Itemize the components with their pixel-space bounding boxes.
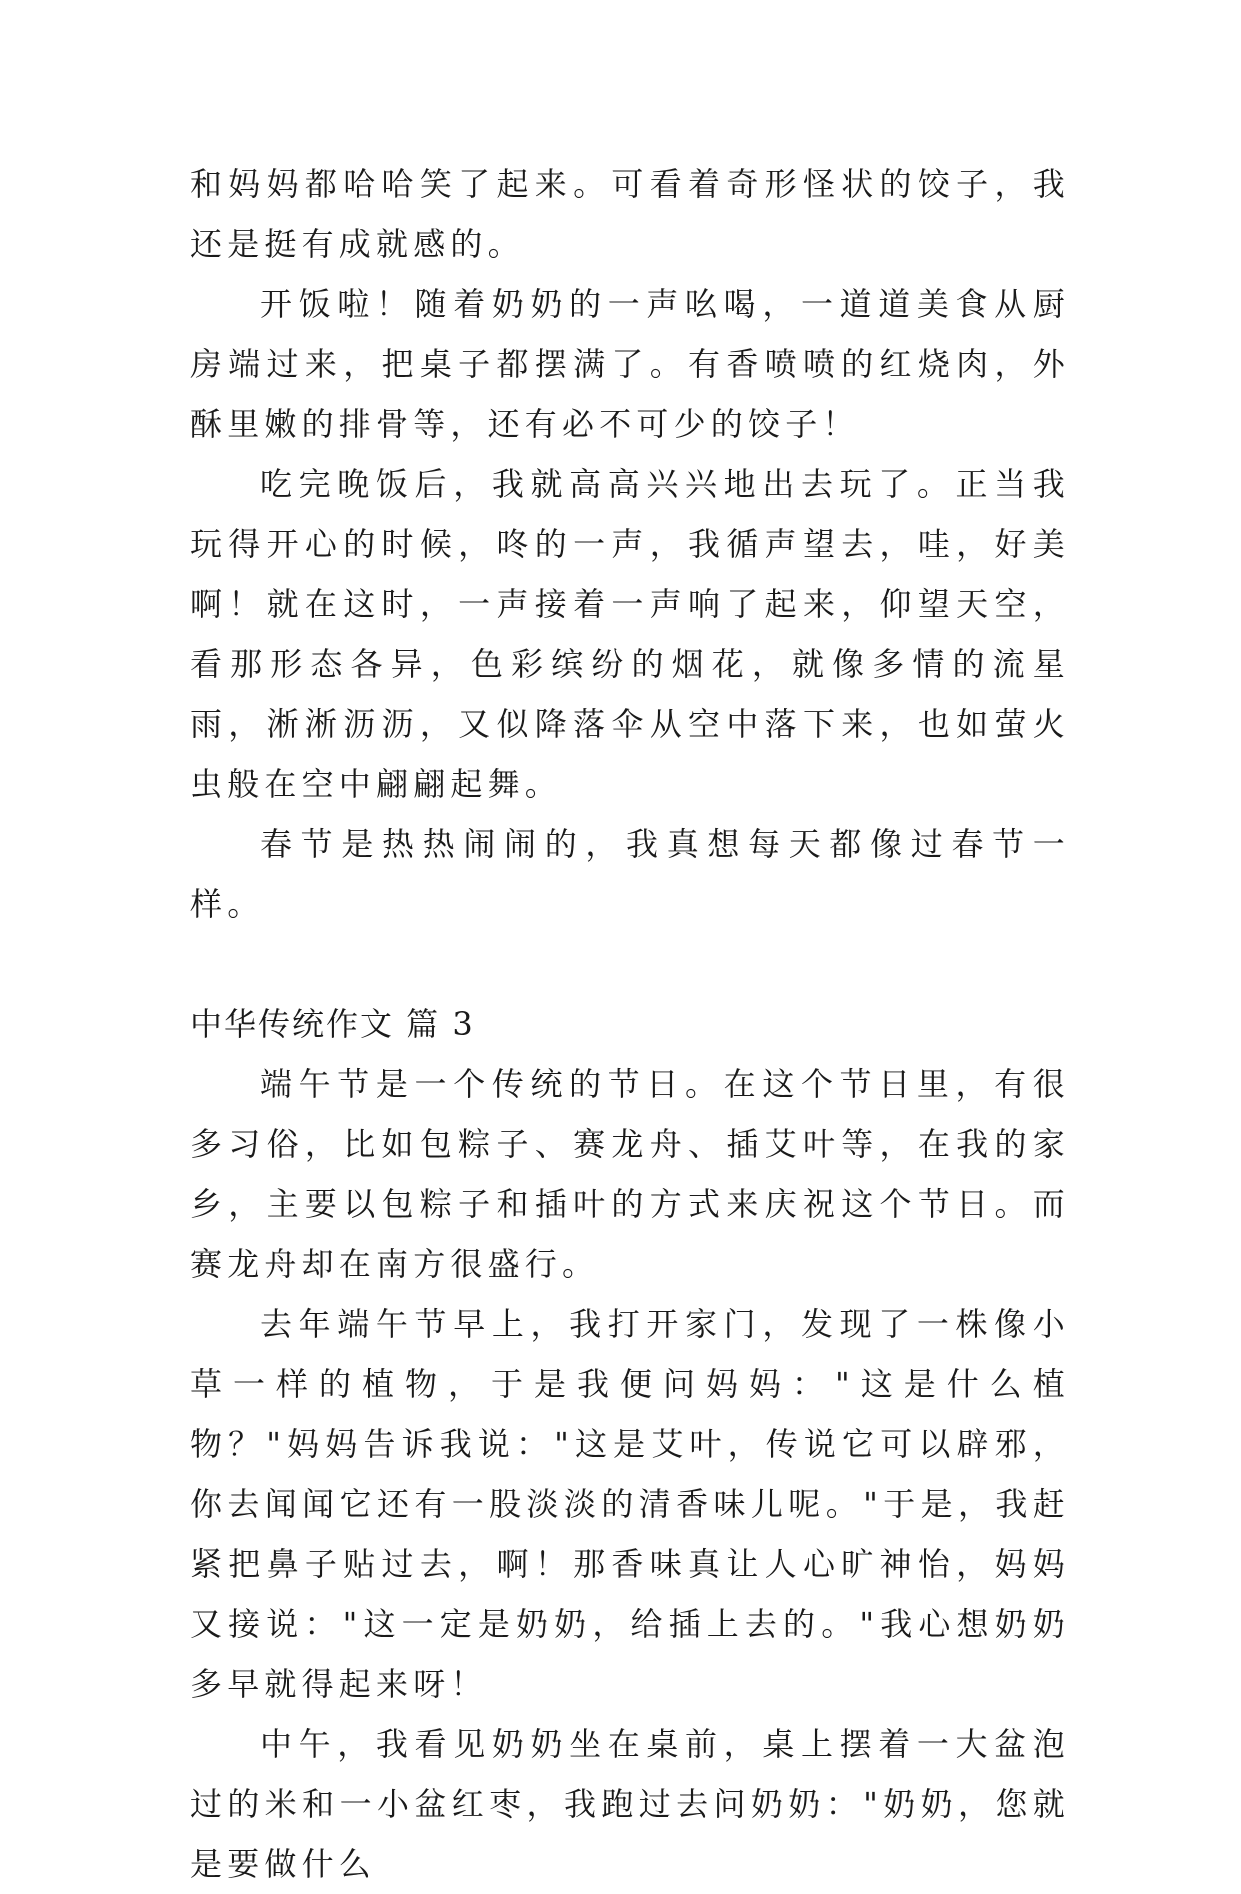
section-gap	[190, 934, 1070, 994]
section-heading: 中华传统作文 篇 3	[190, 1005, 475, 1043]
document-body	[190, 154, 1070, 1894]
paragraph: 开饭啦！随着奶奶的一声吆喝，一道道美食从厨房端过来，把桌子都摆满了。有香喷喷的红烧肉，外酥里嫩的排骨等，还有必不可少的饺子！	[190, 285, 1070, 443]
paragraph: 去年端午节早上，我打开家门，发现了一株像小草一样的植物，于是我便问妈妈："这是什么植物？"妈妈告诉我说："这是艾叶，传说它可以辟邪，你去闻闻它还有一股淡淡的清香味儿呢。"于是，我赶紧把鼻子贴过去，啊！那香味真让人心旷神怡，妈妈又接说："这一定是奶奶，给插上去的。"我心想奶奶多早就得起来呀！	[190, 1305, 1070, 1703]
paragraph: 中午，我看见奶奶坐在桌前，桌上摆着一大盆泡过的米和一小盆红枣，我跑过去问奶奶："奶奶，您就是要做什么	[190, 1725, 1070, 1883]
paragraph: 吃完晚饭后，我就高高兴兴地出去玩了。正当我玩得开心的时候，咚的一声，我循声望去，哇，好美啊！就在这时，一声接着一声响了起来，仰望天空，看那形态各异，色彩缤纷的烟花，就像多情的流星雨，淅淅沥沥，又似降落伞从空中落下来，也如萤火虫般在空中翩翩起舞。	[190, 465, 1070, 803]
paragraph: 和妈妈都哈哈笑了起来。可看着奇形怪状的饺子，我还是挺有成就感的。	[190, 165, 1070, 263]
paragraph: 春节是热热闹闹的，我真想每天都像过春节一样。	[190, 825, 1070, 923]
paragraph: 端午节是一个传统的节日。在这个节日里，有很多习俗，比如包粽子、赛龙舟、插艾叶等，在我的家乡，主要以包粽子和插叶的方式来庆祝这个节日。而赛龙舟却在南方很盛行。	[190, 1065, 1070, 1283]
